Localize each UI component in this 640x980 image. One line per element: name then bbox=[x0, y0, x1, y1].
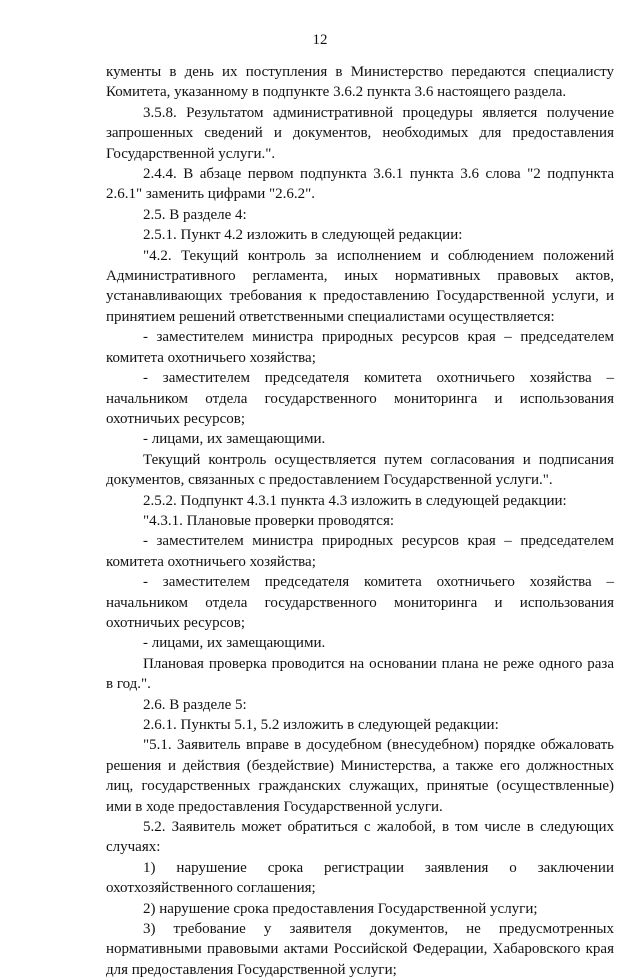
paragraph: 2.5.1. Пункт 4.2 изложить в следующей редакции: bbox=[143, 227, 463, 244]
paragraph: "5.1. Заявитель вправе в досудебном (внесудебном) порядке обжаловать решения и действия (бездействие) Министерства, а также его должностных лиц, государственных гражданских служащих, принятые (осуществленные) ими в ходе предоставления Государственной услуги. bbox=[106, 737, 614, 815]
paragraph: "4.3.1. Плановые проверки проводятся: bbox=[143, 512, 395, 529]
paragraph: 5.2. Заявитель может обратиться с жалобой, в том числе в следующих случаях: bbox=[106, 819, 614, 856]
paragraph: 3) требование у заявителя документов, не предусмотренных нормативными правовыми актами Российской Федерации, Хабаровского края для предоставления Государственной услуги; bbox=[106, 921, 614, 978]
paragraph: - заместителем министра природных ресурсов края – председателем комитета охотничьего хозяйства; bbox=[106, 533, 614, 570]
paragraph: - заместителем председателя комитета охотничьего хозяйства – начальником отдела государственного мониторинга и использования охотничьих ресурсов; bbox=[106, 370, 614, 427]
paragraph: 2.6. В разделе 5: bbox=[143, 696, 247, 713]
paragraph: 2.5.2. Подпункт 4.3.1 пункта 4.3 изложить в следующей редакции: bbox=[143, 492, 567, 509]
paragraph: Плановая проверка проводится на основании плана не реже одного раза в год.". bbox=[106, 655, 614, 693]
paragraph: кументы в день их поступления в Министерство передаются специалисту Комитета, указанному в подпункте 3.6.2 пункта 3.6 настоящего раздела. bbox=[106, 64, 614, 101]
document-body bbox=[106, 62, 614, 980]
paragraph: - заместителем министра природных ресурсов края – председателем комитета охотничьего хозяйства; bbox=[106, 329, 614, 366]
paragraph: 2.4.4. В абзаце первом подпункта 3.6.1 пункта 3.6 слова "2 подпункта 2.6.1" заменить цифрами "2.6.2". bbox=[106, 166, 614, 203]
paragraph: "4.2. Текущий контроль за исполнением и соблюдением положений Административного регламента, иных нормативных правовых актов, устанавливающих требования к предоставлению Государственной услуги, и принятием решений ответственными специалистами осуществляется: bbox=[106, 247, 614, 325]
paragraph: - лицами, их замещающими. bbox=[143, 635, 326, 652]
paragraph: 2.5. В разделе 4: bbox=[143, 206, 247, 223]
paragraph: 2.6.1. Пункты 5.1, 5.2 изложить в следующей редакции: bbox=[143, 717, 499, 733]
paragraph: 1) нарушение срока регистрации заявления о заключении охотхозяйственного соглашения; bbox=[106, 859, 614, 897]
paragraph: - заместителем председателя комитета охотничьего хозяйства – начальником отдела государственного мониторинга и использования охотничьих ресурсов; bbox=[106, 574, 614, 631]
paragraph: - лицами, их замещающими. bbox=[143, 431, 326, 448]
paragraph: Текущий контроль осуществляется путем согласования и подписания документов, связанных с предоставлением Государственной услуги.". bbox=[106, 451, 614, 489]
paragraph: 3.5.8. Результатом административной процедуры является получение запрошенных сведений и документов, необходимых для предоставления Государственной услуги.". bbox=[106, 104, 614, 162]
paragraph: 2) нарушение срока предоставления Государственной услуги; bbox=[143, 900, 538, 917]
page-number: 12 bbox=[312, 32, 328, 48]
